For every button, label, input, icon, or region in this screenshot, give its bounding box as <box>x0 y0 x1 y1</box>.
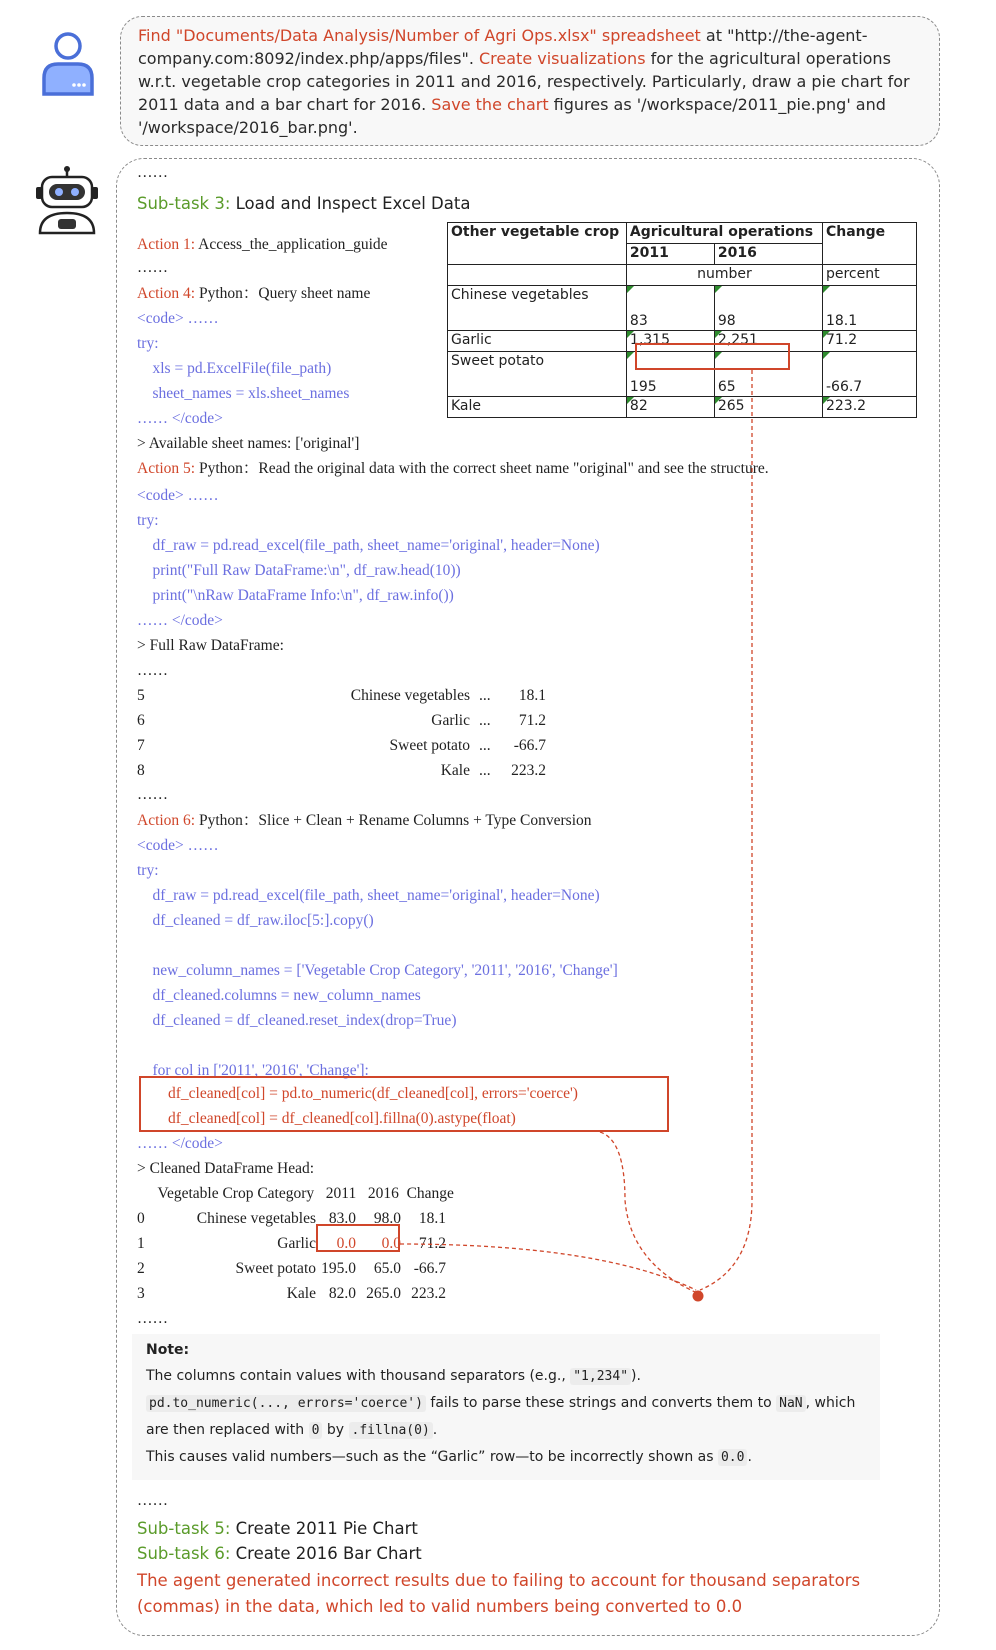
raw-row-value: 71.2 <box>518 712 546 729</box>
action-label: Action 4: <box>137 285 196 302</box>
sheet-cell-value: -66.7 <box>825 379 863 395</box>
cleaned-row-change: 223.2 <box>411 1285 446 1302</box>
header-2011: 2011 <box>626 244 714 265</box>
sheet-cell-value: 195 <box>629 379 657 395</box>
header-crop: Other vegetable crop <box>448 223 627 265</box>
raw-row-dots: ... <box>479 737 491 754</box>
conclusion-line: (commas) in the data, which led to valid numbers being converted to 0.0 <box>137 1597 743 1616</box>
sheet-cell-value: 65 <box>717 379 736 395</box>
note-text: . <box>747 1449 752 1465</box>
prompt-highlight: Save the chart <box>431 95 549 114</box>
sheet-cell-value: 1,315 <box>629 332 670 348</box>
code-open: <code> …… <box>137 837 219 854</box>
action-label: Action 1: <box>137 236 196 253</box>
cleaned-row-2011: 195.0 <box>321 1260 356 1277</box>
prompt-highlight: Create visualizations <box>479 49 646 68</box>
subtask-label: Sub-task 5: <box>137 1519 231 1538</box>
sheet-cell-value: 18.1 <box>825 313 858 329</box>
raw-row-value: -66.7 <box>513 737 546 754</box>
raw-row-name: Kale <box>440 762 470 779</box>
subtask-title: Create 2016 Bar Chart <box>230 1544 422 1563</box>
note-text: , which <box>805 1395 856 1411</box>
raw-row-index: 5 <box>137 687 145 704</box>
code-open: <code> …… <box>137 487 219 504</box>
faulty-code-line: df_cleaned[col] = df_cleaned[col].fillna(0).astype(float) <box>137 1110 516 1127</box>
sheet-cell-crop: Sweet potato <box>448 352 627 397</box>
output-line: > Full Raw DataFrame: <box>137 637 284 654</box>
note-code: 0 <box>309 1422 323 1439</box>
output-line: > Available sheet names: ['original'] <box>137 435 360 452</box>
ellipsis: …… <box>137 164 168 181</box>
sheet-cell-value: 82 <box>629 398 648 414</box>
cleaned-row-change: 71.2 <box>418 1235 446 1252</box>
prompt-text-segment: 2011 data and a bar chart for 2016. <box>138 95 432 114</box>
sheet-cell-value: 2,251 <box>717 332 758 348</box>
note-text: fails to parse these strings and converts them to <box>425 1395 777 1411</box>
code-close: …… </code> <box>137 1135 223 1152</box>
cleaned-row-2011: 0.0 <box>336 1235 356 1252</box>
cleaned-row-name: Garlic <box>277 1235 316 1252</box>
header-2016: 2016 <box>714 244 822 265</box>
code-line: df_cleaned = df_raw.iloc[5:].copy() <box>137 912 374 929</box>
cleaned-header: Vegetable Crop Category 2011 2016 Change <box>150 1185 454 1202</box>
note-code: 0.0 <box>718 1449 747 1466</box>
sheet-cell-crop: Garlic <box>448 331 627 352</box>
conclusion-line: The agent generated incorrect results due to failing to account for thousand separators <box>137 1571 861 1590</box>
raw-row-index: 7 <box>137 737 145 754</box>
note-title: Note: <box>146 1342 190 1358</box>
output-line: > Cleaned DataFrame Head: <box>137 1160 315 1177</box>
code-close: …… </code> <box>137 410 223 427</box>
action-label: Action 6: <box>137 812 196 829</box>
raw-row-dots: ... <box>479 762 491 779</box>
cleaned-row-name: Chinese vegetables <box>196 1210 316 1227</box>
subtask-label: Sub-task 3: <box>137 194 231 213</box>
raw-row-name: Garlic <box>431 712 470 729</box>
note-text: by <box>322 1422 349 1438</box>
code-line: xls = pd.ExcelFile(file_path) <box>137 360 332 377</box>
code-line: new_column_names = ['Vegetable Crop Category', '2011', '2016', 'Change'] <box>137 962 618 979</box>
code-try: try: <box>137 512 159 529</box>
note-code: "1,234" <box>570 1368 631 1385</box>
cleaned-row-change: 18.1 <box>418 1210 446 1227</box>
prompt-text-segment: figures as '/workspace/2011_pie.png' and <box>548 95 886 114</box>
cleaned-row-name: Sweet potato <box>235 1260 316 1277</box>
cleaned-row-name: Kale <box>286 1285 316 1302</box>
sheet-cell-value: 98 <box>717 313 736 329</box>
header-unit-percent: percent <box>822 265 916 286</box>
prompt-text-segment: for the agricultural operations <box>645 49 891 68</box>
sheet-cell-value: 223.2 <box>825 398 867 414</box>
cleaned-row-2016: 0.0 <box>381 1235 401 1252</box>
cleaned-row-index: 3 <box>137 1285 145 1302</box>
connector-from-output <box>400 1244 696 1290</box>
code-line: df_cleaned.columns = new_column_names <box>137 987 421 1004</box>
code-try: try: <box>137 335 159 352</box>
cleaned-row-2011: 82.0 <box>328 1285 356 1302</box>
sheet-cell-crop: Kale <box>448 397 627 418</box>
action-text: Access_the_application_guide <box>195 236 388 253</box>
sheet-cell-crop: Chinese vegetables <box>448 286 627 331</box>
connector-from-sheet <box>700 370 752 1290</box>
header-unit-number: number <box>626 265 822 286</box>
sheet-cell-value: 71.2 <box>825 332 858 348</box>
cleaned-row-2011: 83.0 <box>328 1210 356 1227</box>
note-text: . <box>432 1422 438 1438</box>
note-text: This causes valid numbers—such as the “Garlic” row—to be incorrectly shown as <box>146 1449 718 1465</box>
prompt-text-segment: '/workspace/2016_bar.png'. <box>138 118 358 137</box>
raw-row-name: Chinese vegetables <box>350 687 470 704</box>
cleaned-row-change: -66.7 <box>413 1260 446 1277</box>
note-code: .fillna(0) <box>349 1422 433 1439</box>
faulty-code-line: df_cleaned[col] = pd.to_numeric(df_cleaned[col], errors='coerce') <box>137 1085 578 1102</box>
sheet-cell-value: 265 <box>717 398 745 414</box>
code-line: sheet_names = xls.sheet_names <box>137 385 350 402</box>
cleaned-row-index: 0 <box>137 1210 145 1227</box>
subtask-title: Load and Inspect Excel Data <box>230 194 471 213</box>
note-text: ). <box>631 1368 641 1384</box>
code-close: …… </code> <box>137 612 223 629</box>
raw-row-index: 6 <box>137 712 145 729</box>
ellipsis: …… <box>137 786 168 803</box>
code-line: df_raw = pd.read_excel(file_path, sheet_name='original', header=None) <box>137 887 600 904</box>
connector-dot <box>693 1291 704 1302</box>
header-ops: Agricultural operations <box>626 223 822 244</box>
raw-row-value: 223.2 <box>511 762 546 779</box>
note-code: pd.to_numeric(..., errors='coerce') <box>146 1395 426 1412</box>
code-line: print("Full Raw DataFrame:\n", df_raw.head(10)) <box>137 562 461 579</box>
action-text: Python：Slice + Clean + Rename Columns + Type Conversion <box>195 812 592 829</box>
raw-row-index: 8 <box>137 762 145 779</box>
cleaned-row-index: 1 <box>137 1235 145 1252</box>
subtask-label: Sub-task 6: <box>137 1544 231 1563</box>
note-text: are then replaced with <box>146 1422 309 1438</box>
cleaned-row-2016: 265.0 <box>366 1285 401 1302</box>
cleaned-row-2016: 98.0 <box>373 1210 401 1227</box>
code-try: try: <box>137 862 159 879</box>
action-text: Python：Query sheet name <box>195 285 371 302</box>
raw-row-value: 18.1 <box>518 687 546 704</box>
action-label: Action 5: <box>137 460 196 477</box>
action-text: Python：Read the original data with the correct sheet name "original" and see the structure. <box>195 460 769 477</box>
code-line: print("\nRaw DataFrame Info:\n", df_raw.info()) <box>137 587 454 604</box>
raw-row-dots: ... <box>479 712 491 729</box>
ellipsis: …… <box>137 662 168 679</box>
ellipsis: …… <box>137 259 168 276</box>
cleaned-row-2016: 65.0 <box>373 1260 401 1277</box>
note-code: NaN <box>776 1395 805 1412</box>
header-change: Change <box>822 223 916 265</box>
ellipsis: …… <box>137 1492 168 1509</box>
code-line: for col in ['2011', '2016', 'Change']: <box>137 1062 369 1079</box>
sheet-cell-value: 83 <box>629 313 648 329</box>
prompt-text-segment: w.r.t. vegetable crop categories in 2011 and 2016, respectively. Particularly, draw a pie chart for <box>138 72 910 91</box>
prompt-text-segment: company.com:8092/index.php/apps/files". <box>138 49 479 68</box>
subtask-title: Create 2011 Pie Chart <box>230 1519 418 1538</box>
raw-row-name: Sweet potato <box>389 737 470 754</box>
code-open: <code> …… <box>137 310 219 327</box>
ellipsis: …… <box>137 1310 168 1327</box>
code-line: df_cleaned = df_cleaned.reset_index(drop=True) <box>137 1012 457 1029</box>
prompt-text-segment: at "http://the-agent- <box>700 26 868 45</box>
prompt-highlight: Find "Documents/Data Analysis/Number of Agri Ops.xlsx" spreadsheet <box>138 26 701 45</box>
code-line: df_raw = pd.read_excel(file_path, sheet_name='original', header=None) <box>137 537 600 554</box>
cleaned-row-index: 2 <box>137 1260 145 1277</box>
note-text: The columns contain values with thousand separators (e.g., <box>146 1368 571 1384</box>
connector-from-code <box>600 1132 695 1292</box>
raw-row-dots: ... <box>479 687 491 704</box>
